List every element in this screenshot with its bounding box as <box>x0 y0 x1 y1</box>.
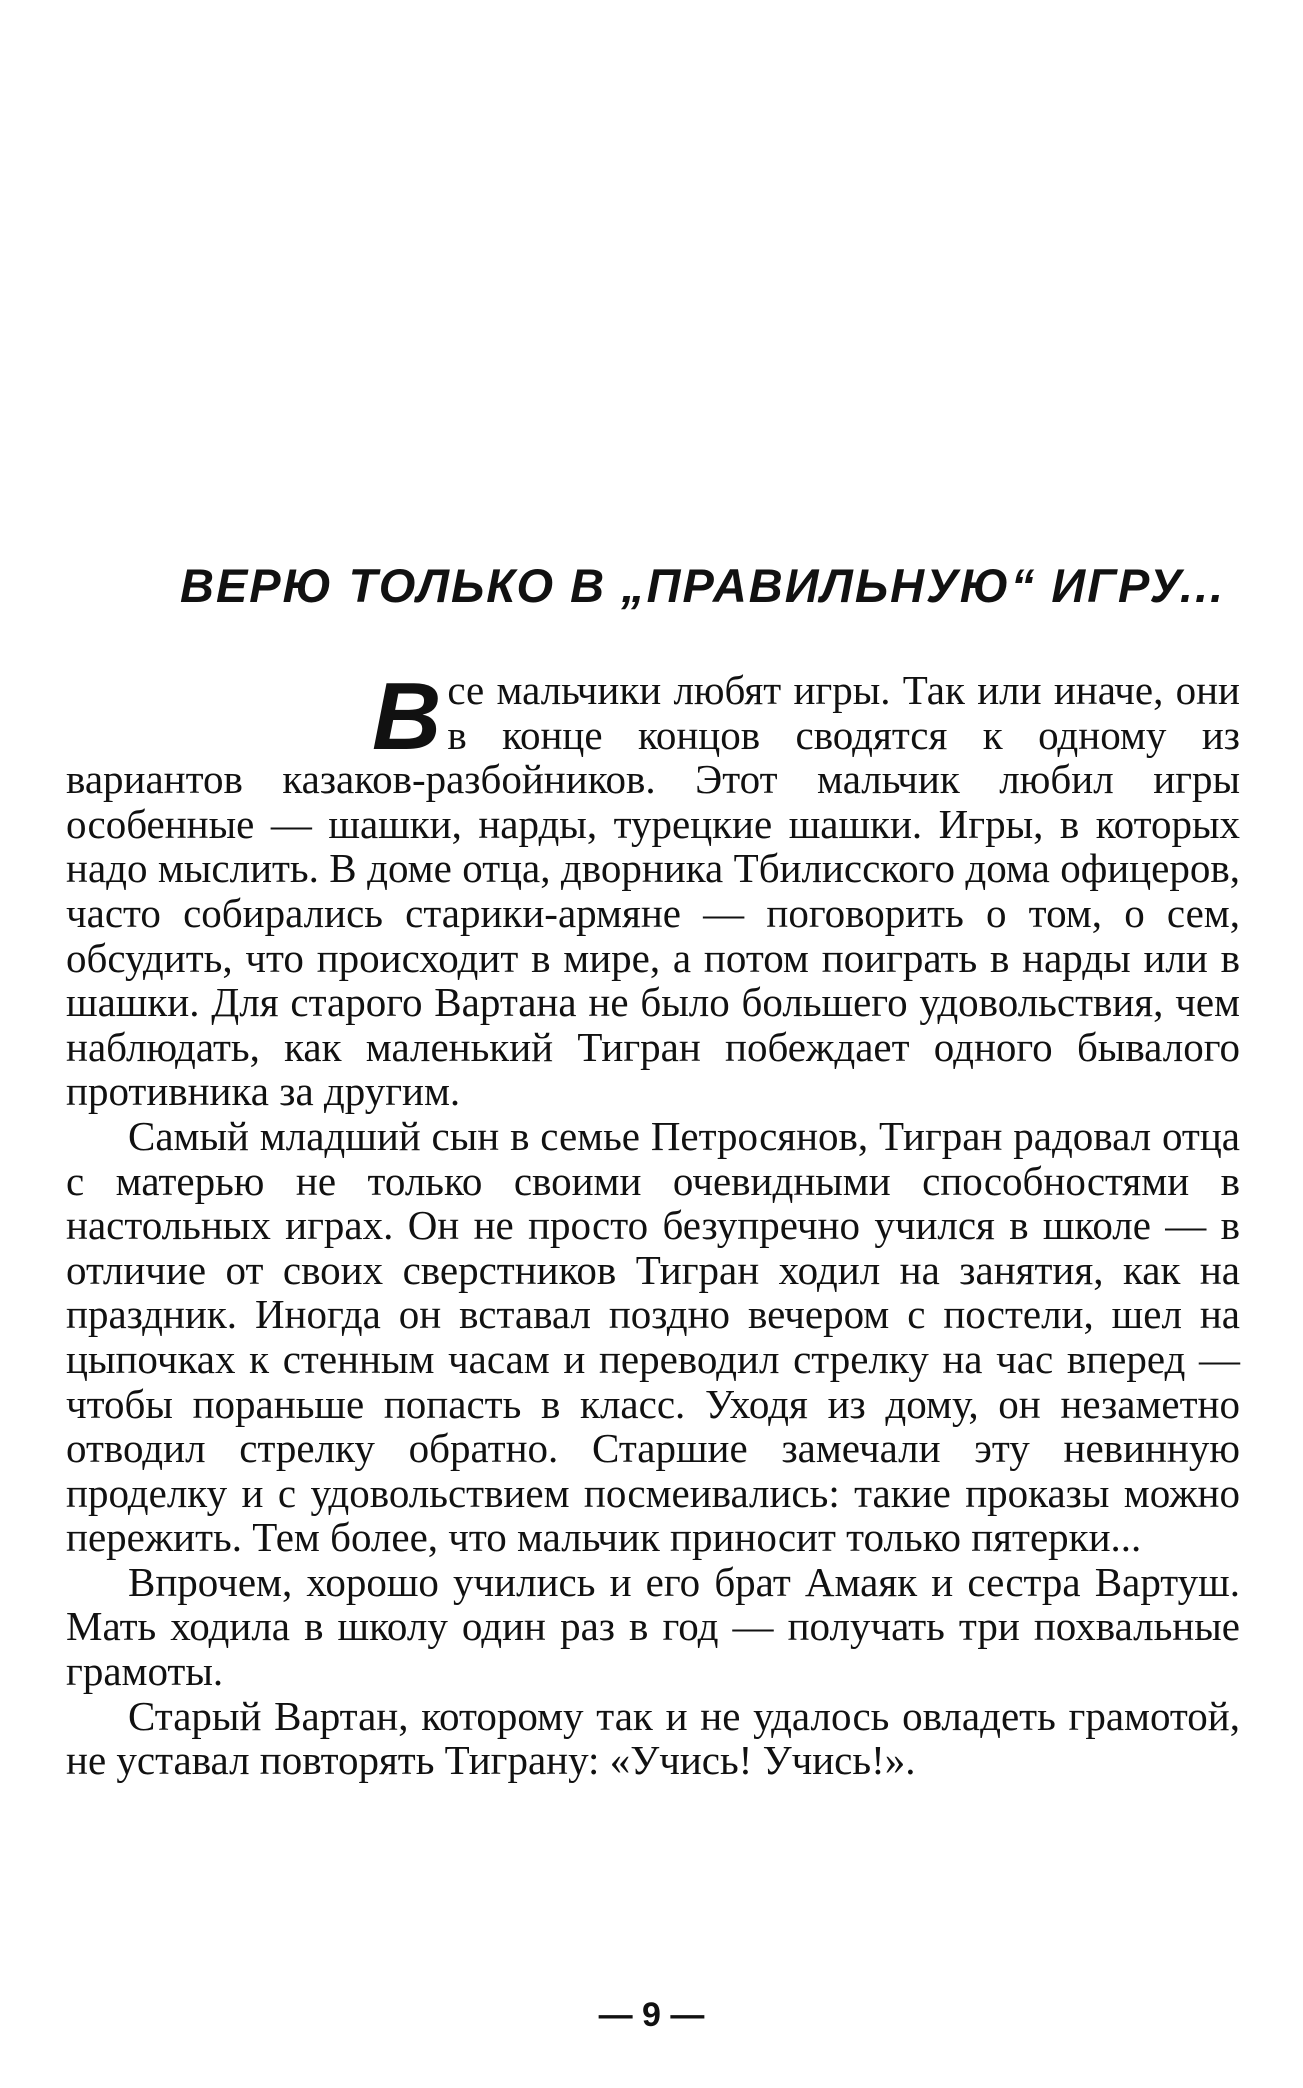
page-number: — 9 — <box>598 1996 705 2034</box>
body-text <box>66 663 1240 1784</box>
paragraph-4: Старый Вартан, которому так и не удалось овладеть грамотой, не уставал повторять Тиграну: «Учись! Учись!». <box>66 1692 1240 1784</box>
paragraph-1-text: се мальчики любят игры. Так или иначе, они в конце концов сводятся к одному из вариантов казаков-разбойников. Этот мальчик любил игры особенные — шашки, нарды, турецкие шашки. Игры, в которых надо мыслить. В доме отца, дворника Тбилисского дома офицеров, часто собирались старики-армяне — поговорить о том, о сем, обсудить, что происходит в мире, а потом поиграть в нарды или в шашки. Для старого Вартана не было большего удовольствия, чем наблюдать, как маленький Тигран побеждает одного бывалого противника за другим. <box>66 667 1240 1115</box>
chapter-title: ВЕРЮ ТОЛЬКО В „ПРАВИЛЬНУЮ“ ИГРУ... <box>180 559 1226 612</box>
paragraph-2: Самый младший сын в семье Петросянов, Тигран радовал отца с матерью не только своими очевидными способностями в настольных играх. Он не просто безупречно учился в школе — в отличие от своих сверстников Тигран ходил на занятия, как на праздник. Иногда он вставал поздно вечером с постели, шел на цыпочках к стенным часам и переводил стрелку на час вперед — чтобы пораньше попасть в класс. Уходя из дому, он незаметно отводил стрелку обратно. Старшие замечали эту невинную проделку и с удовольствием посмеивались: такие проказы можно пережить. Тем более, что мальчик приносит только пятерки... <box>66 1112 1240 1561</box>
drop-cap-letter: В <box>372 663 442 770</box>
paragraph-1 <box>66 663 1240 1115</box>
paragraph-3: Впрочем, хорошо учились и его брат Амаяк и сестра Вартуш. Мать ходила в школу один раз в год — получать три похвальные грамоты. <box>66 1558 1240 1695</box>
